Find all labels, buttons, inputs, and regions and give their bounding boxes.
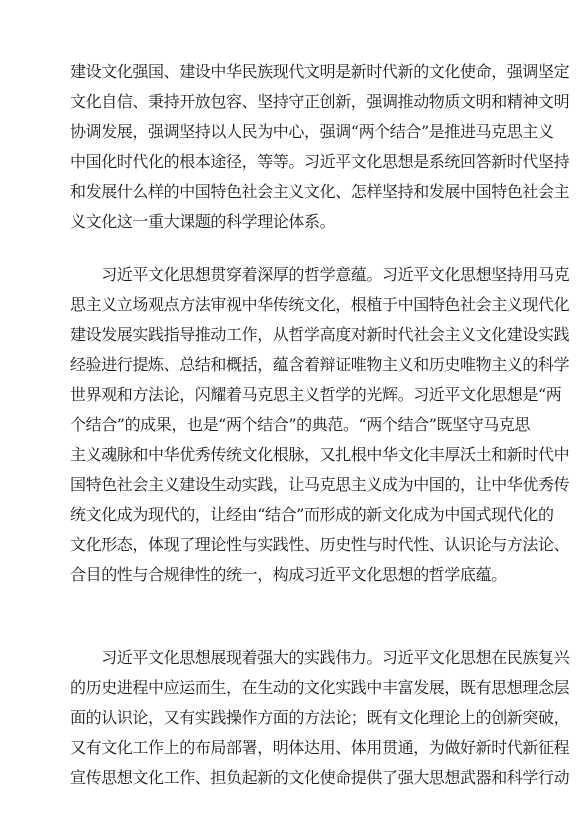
text-line: 国特色社会主义建设生动实践，让马克思主义成为中国的，让中华优秀传 bbox=[70, 475, 570, 494]
text-line: 统文化成为现代的，让经由“结合”而形成的新文化成为中国式现代化的 bbox=[70, 505, 554, 524]
text-line: 建设发展实践指导推动工作，从哲学高度对新时代社会主义文化建设实践 bbox=[70, 325, 570, 344]
text-line: 习近平文化思想贯穿着深厚的哲学意蕴。习近平文化思想坚持用马克 bbox=[70, 265, 570, 284]
paragraph-practical-power bbox=[70, 643, 570, 793]
text-line: 合目的性与合规律性的统一，构成习近平文化思想的哲学底蕴。 bbox=[70, 565, 507, 584]
text-line: 协调发展，强调坚持以人民为中心，强调“两个结合”是推进马克思主义 bbox=[70, 122, 554, 141]
text-line: 中国化时代化的根本途径，等等。习近平文化思想是系统回答新时代坚持 bbox=[70, 152, 570, 171]
text-line: 习近平文化思想展现着强大的实践伟力。习近平文化思想在民族复兴 bbox=[70, 648, 570, 667]
text-line: 的历史进程中应运而生，在生动的文化实践中丰富发展，既有思想理念层 bbox=[70, 678, 570, 697]
text-line: 思主义立场观点方法审视中华传统文化，根植于中国特色社会主义现代化 bbox=[70, 295, 570, 314]
text-line: 文化形态，体现了理论性与实践性、历史性与时代性、认识论与方法论、 bbox=[70, 535, 570, 554]
text-line: 世界观和方法论，闪耀着马克思主义哲学的光辉。习近平文化思想是“两 bbox=[70, 385, 562, 404]
text-line: 主义魂脉和中华优秀传统文化根脉，又扎根中华文化丰厚沃土和新时代中 bbox=[70, 445, 570, 464]
text-line: 宣传思想文化工作、担负起新的文化使命提供了强大思想武器和科学行动 bbox=[70, 768, 570, 787]
text-line: 又有文化工作上的布局部署，明体达用、体用贯通，为做好新时代新征程 bbox=[70, 738, 570, 757]
text-line: 建设文化强国、建设中华民族现代文明是新时代新的文化使命，强调坚定 bbox=[70, 62, 570, 81]
text-line: 经验进行提炼、总结和概括，蕴含着辩证唯物主义和历史唯物主义的科学 bbox=[70, 355, 570, 374]
text-line: 个结合”的成果，也是“两个结合”的典范。“两个结合”既坚守马克思 bbox=[70, 415, 531, 434]
text-line: 文化自信、秉持开放包容、坚持守正创新，强调推动物质文明和精神文明 bbox=[70, 92, 570, 111]
text-line: 和发展什么样的中国特色社会主义文化、怎样坚持和发展中国特色社会主 bbox=[70, 182, 570, 201]
text-line: 义文化这一重大课题的科学理论体系。 bbox=[70, 212, 336, 231]
text-line: 面的认识论，又有实践操作方面的方法论；既有文化理论上的创新突破， bbox=[70, 708, 570, 727]
paragraph-cultural-mission bbox=[70, 57, 570, 237]
paragraph-philosophical-implication bbox=[70, 260, 570, 590]
